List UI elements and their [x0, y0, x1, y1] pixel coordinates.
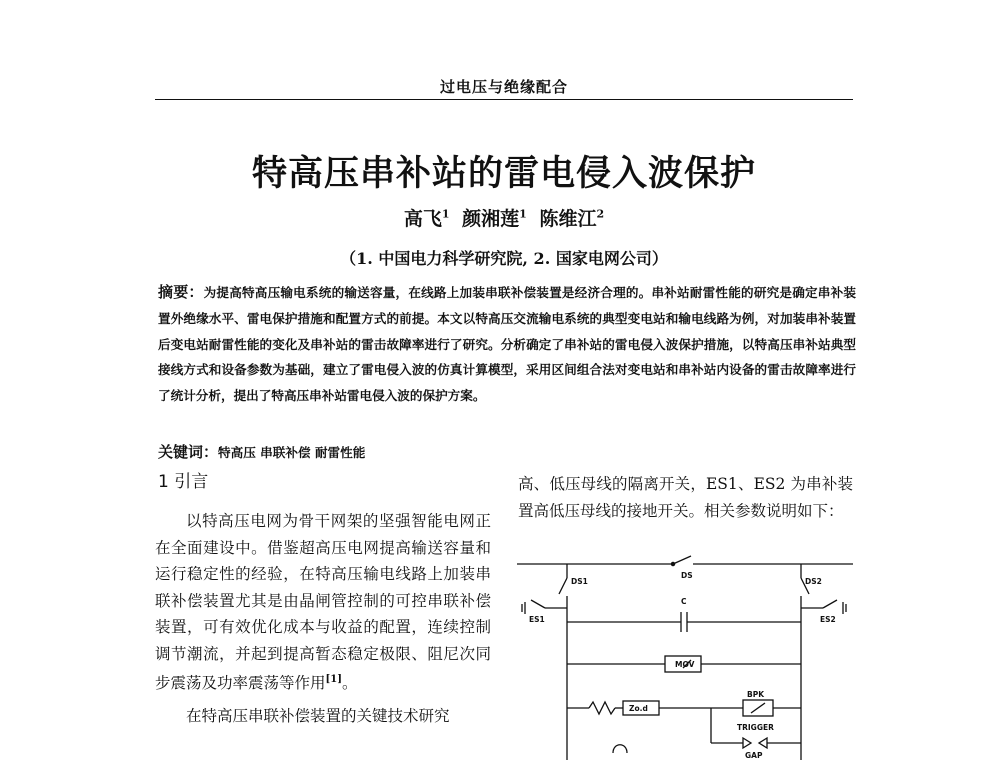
label-ds2: DS2	[805, 577, 822, 586]
label-es2: ES2	[820, 615, 836, 624]
authors	[155, 204, 853, 231]
label-zd: Zo.d	[629, 704, 648, 713]
right-paragraph: 高、低压母线的隔离开关，ES1、ES2 为串补装置高低压母线的接地开关。相关参数说明如下：	[518, 475, 853, 520]
header-rule	[155, 99, 853, 100]
paper-title: 特高压串补站的雷电侵入波保护	[251, 154, 756, 194]
keywords-text: 特高压 串联补偿 耐雷性能	[218, 445, 366, 460]
label-gap: GAP	[745, 751, 763, 760]
abstract-text: 为提高特高压输电系统的输送容量，在线路上加装串联补偿装置是经济合理的。串补站耐雷性能的研究是确定串补装置外绝缘水平、雷电保护措施和配置方式的前提。本文以特高压交流输电系统的典型变电站和输电线路为例，对加装串补装置后变电站耐雷性能的变化及串补站的雷击故障率进行了研究。分析确定了串补站的雷电侵入波保护措施，以特高压串补站典型接线方式和设备参数为基础，建立了雷电侵入波的仿真计算模型，采用区间组合法对变电站和串补站内设备的雷击故障率进行了统计分析，提出了特高压串补站雷电侵入波的保护方案。	[158, 285, 856, 404]
label-ds1: DS1	[571, 577, 588, 586]
lower-arc	[613, 745, 627, 753]
trigger-gap-bottom	[759, 738, 767, 748]
label-bpk: BPK	[747, 690, 765, 699]
bypass-breaker-diagonal	[751, 703, 765, 713]
author-2: 颜湘莲$^1$	[462, 207, 527, 230]
trigger-gap-top	[743, 738, 751, 748]
keywords	[158, 441, 856, 462]
label-mov: MOV	[675, 660, 695, 669]
ds-switch-blade	[673, 556, 691, 564]
section-heading-intro: 1 引言	[158, 472, 209, 492]
author-3: 陈维江$^2$	[539, 207, 605, 230]
abstract	[158, 280, 856, 409]
left-column	[155, 508, 491, 735]
author-1: 高飞$^1$	[403, 207, 450, 230]
ds-terminal	[671, 562, 674, 565]
circuit-diagram	[515, 548, 855, 760]
ds1-switch-blade	[559, 578, 567, 594]
keywords-label: 关键词：	[158, 443, 219, 461]
label-trigger: TRIGGER	[737, 723, 774, 732]
abstract-label: 摘要：	[158, 283, 204, 301]
es2-blade	[823, 600, 837, 608]
intro-paragraph-1: 以特高压电网为骨干网架的坚强智能电网正在全面建设中。借鉴超高压电网提高输送容量和运行稳定性的经验，在特高压输电线路上加装串联补偿装置尤其是由晶闸管控制的可控串联补偿装置，可有效优化成本与收益的配置，连续控制调节潮流，并起到提高暂态稳定极限、阻尼次同步震荡及功率震荡等作用[1]。	[155, 512, 491, 693]
section-header: 过电压与绝缘配合	[439, 78, 568, 96]
citation-ref: [1]	[325, 674, 342, 685]
affiliation: （1. 中国电力科学研究院, 2. 国家电网公司）	[340, 249, 668, 268]
damping-resistor	[589, 702, 615, 714]
es1-blade	[531, 600, 545, 608]
label-ds: DS	[681, 571, 693, 580]
label-c: C	[681, 597, 687, 606]
right-column	[518, 471, 853, 524]
intro-paragraph-2: 在特高压串联补偿装置的关键技术研究	[186, 706, 450, 725]
label-es1: ES1	[529, 615, 545, 624]
